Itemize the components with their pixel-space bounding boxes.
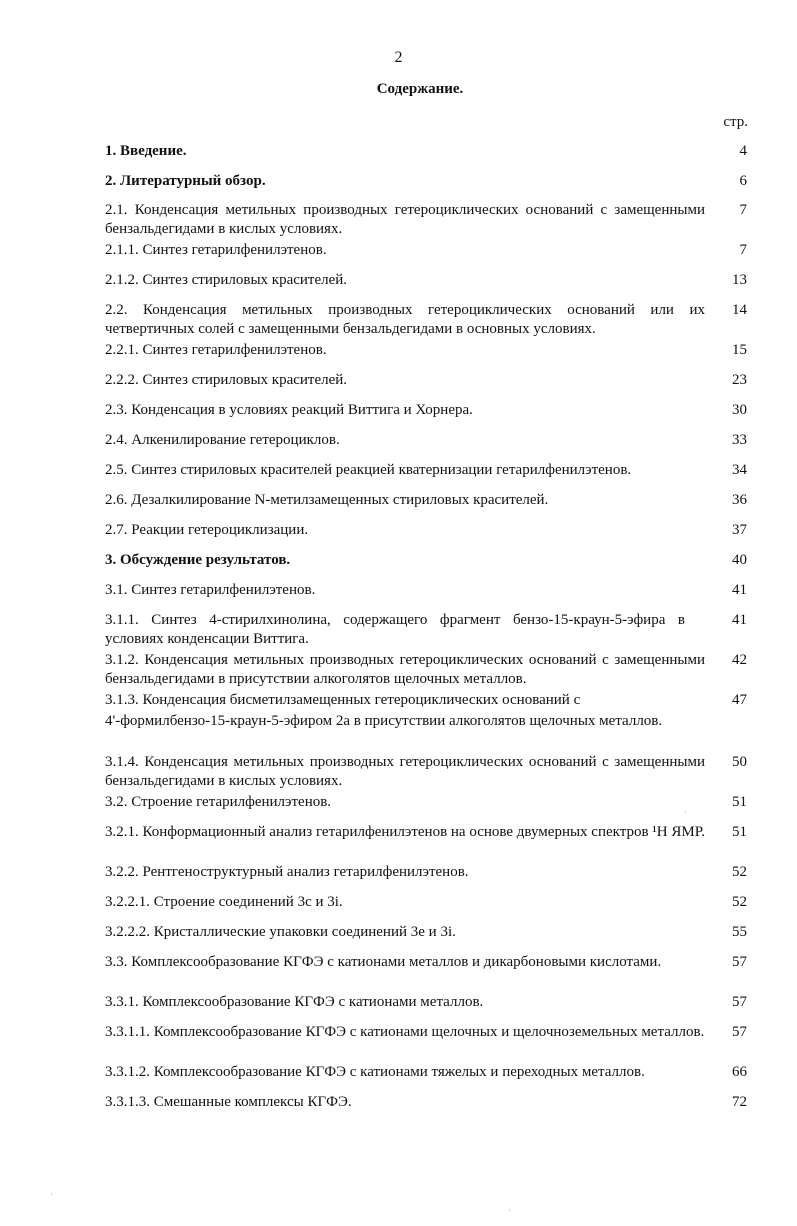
toc-entry-text: 2.2.2. Синтез стириловых красителей.	[105, 372, 348, 388]
toc-entry-page: 7	[739, 202, 747, 218]
toc-entry-text: 3.2. Строение гетарилфенилэтенов.	[105, 794, 332, 810]
toc-entry-page: 41	[732, 612, 747, 628]
toc-entry-text: 2.5. Синтез стириловых красителей реакцией кватернизации гетарилфенилэтенов.	[105, 462, 632, 478]
toc-entry-page: 50	[732, 754, 747, 770]
toc-entry-page: 51	[732, 794, 747, 810]
toc-entry	[105, 1023, 747, 1042]
toc-entry-page: 40	[732, 552, 747, 568]
toc-entry-text: 3.3.1. Комплексообразование КГФЭ с катионами металлов.	[105, 994, 484, 1010]
toc-entry	[105, 341, 747, 360]
toc-entry	[105, 823, 747, 842]
toc-entry	[105, 201, 747, 239]
toc-entry-text: 3.2.1. Конформационный анализ гетарилфенилэтенов на основе двумерных спектров ¹H ЯМР.	[105, 824, 705, 840]
toc-entry	[105, 923, 747, 942]
toc-entry-text: 2. Литературный обзор.	[105, 173, 266, 189]
scan-speck: ·	[508, 1205, 511, 1215]
scan-speck: ·	[684, 807, 687, 817]
toc-entry-page: 15	[732, 342, 747, 358]
toc-entry	[105, 793, 747, 812]
toc-entry-text: 3.1.4. Конденсация метильных производных гетероциклических оснований с замещенными бензальдегидами в кислых условиях.	[105, 754, 705, 789]
toc-entry	[105, 863, 747, 882]
toc-entry	[105, 461, 747, 480]
toc-entry	[105, 172, 747, 191]
toc-entry	[105, 271, 747, 290]
toc-entry-text: 3. Обсуждение результатов.	[105, 552, 291, 568]
toc-entry-page: 42	[732, 652, 747, 668]
toc-entry	[105, 521, 747, 540]
toc-entry-page: 47	[732, 692, 747, 708]
toc-entry-page: 41	[732, 582, 747, 598]
toc-entry-page: 57	[732, 994, 747, 1010]
toc-entry-page: 14	[732, 302, 747, 318]
toc-entry	[105, 1093, 747, 1112]
page-number: 2	[394, 49, 403, 66]
toc-entry-text: 2.3. Конденсация в условиях реакций Виттига и Хорнера.	[105, 402, 473, 418]
toc-entry	[105, 431, 747, 450]
toc-entry-text: 2.1.1. Синтез гетарилфенилэтенов.	[105, 242, 327, 258]
toc-entry-text: 1. Введение.	[105, 143, 187, 159]
toc-entry-page: 66	[732, 1064, 747, 1080]
toc-entry-page: 23	[732, 372, 747, 388]
toc-entry	[105, 691, 747, 731]
toc-entry	[105, 753, 747, 791]
page-column-label: стр.	[723, 114, 748, 130]
scan-speck: ·	[50, 1189, 53, 1199]
toc-entry-page: 57	[732, 954, 747, 970]
toc-entry-text: 3.3.1.1. Комплексообразование КГФЭ с катионами щелочных и щелочноземельных металлов.	[105, 1024, 705, 1040]
toc-entry-text: 2.7. Реакции гетероциклизации.	[105, 522, 309, 538]
toc-entry-text-continued: 4'-формилбензо-15-краун-5-эфиром 2а в присутствии алкоголятов щелочных металлов.	[105, 713, 663, 729]
toc-entry	[105, 581, 747, 600]
toc-entry	[105, 1063, 747, 1082]
toc-entry	[105, 953, 747, 972]
toc-entry-text: 2.1. Конденсация метильных производных гетероциклических оснований с замещенными бензальдегидами в кислых условиях.	[105, 202, 705, 237]
toc-entry-page: 7	[739, 242, 747, 258]
toc-entry-page: 6	[739, 173, 747, 189]
toc-entry-text: 3.1.3. Конденсация бисметилзамещенных гетероциклических оснований с	[105, 692, 581, 708]
toc-entry-page: 55	[732, 924, 747, 940]
toc-entry-text: 3.2.2.2. Кристаллические упаковки соединений 3е и 3i.	[105, 924, 456, 940]
toc-entry-text: 3.2.2.1. Строение соединений 3с и 3i.	[105, 894, 343, 910]
toc-entry	[105, 993, 747, 1012]
toc-title: Содержание.	[376, 81, 464, 97]
toc-entry	[105, 401, 747, 420]
toc-entry-text: 3.3.1.3. Смешанные комплексы КГФЭ.	[105, 1094, 352, 1110]
toc-entry-text: 2.2.1. Синтез гетарилфенилэтенов.	[105, 342, 327, 358]
toc-entry-page: 72	[732, 1094, 747, 1110]
toc-entry-page: 57	[732, 1024, 747, 1040]
toc-entry-page: 34	[732, 462, 747, 478]
toc-entry-text: 3.1.1. Синтез 4-стирилхинолина, содержащего фрагмент бензо-15-краун-5-эфира в условиях конденсации Виттига.	[105, 612, 685, 647]
toc-entry	[105, 611, 747, 649]
toc-entry-page: 30	[732, 402, 747, 418]
toc-entry	[105, 142, 747, 161]
toc-entry-page: 13	[732, 272, 747, 288]
toc-entry	[105, 301, 747, 339]
toc-entry-page: 36	[732, 492, 747, 508]
toc-entry	[105, 371, 747, 390]
toc-entry-text: 2.4. Алкенилирование гетероциклов.	[105, 432, 340, 448]
toc-entry-text: 3.3. Комплексообразование КГФЭ с катионами металлов и дикарбоновыми кислотами.	[105, 954, 662, 970]
toc-entry	[105, 551, 747, 570]
toc-entry	[105, 651, 747, 689]
toc-entry	[105, 893, 747, 912]
toc-entry	[105, 241, 747, 260]
toc-entry-page: 4	[739, 143, 747, 159]
toc-entry-text: 3.1. Синтез гетарилфенилэтенов.	[105, 582, 316, 598]
toc-entry-page: 51	[732, 824, 747, 840]
toc-entry	[105, 491, 747, 510]
toc-entry-text: 2.6. Дезалкилирование N-метилзамещенных стириловых красителей.	[105, 492, 549, 508]
toc-entry-text: 3.3.1.2. Комплексообразование КГФЭ с катионами тяжелых и переходных металлов.	[105, 1064, 645, 1080]
toc-entry-page: 52	[732, 894, 747, 910]
toc-entry-text: 3.1.2. Конденсация метильных производных гетероциклических оснований с замещенными бензальдегидами в присутствии алкоголятов щелочных металлов.	[105, 652, 705, 687]
toc-entry-page: 52	[732, 864, 747, 880]
toc-entry-page: 33	[732, 432, 747, 448]
toc-entry-text: 2.1.2. Синтез стириловых красителей.	[105, 272, 348, 288]
toc-entry-text: 3.2.2. Рентгеноструктурный анализ гетарилфенилэтенов.	[105, 864, 469, 880]
toc-entry-text: 2.2. Конденсация метильных производных гетероциклических оснований или их четвертичных солей с замещенными бензальдегидами в основных условиях.	[105, 302, 705, 337]
toc-entry-page: 37	[732, 522, 747, 538]
